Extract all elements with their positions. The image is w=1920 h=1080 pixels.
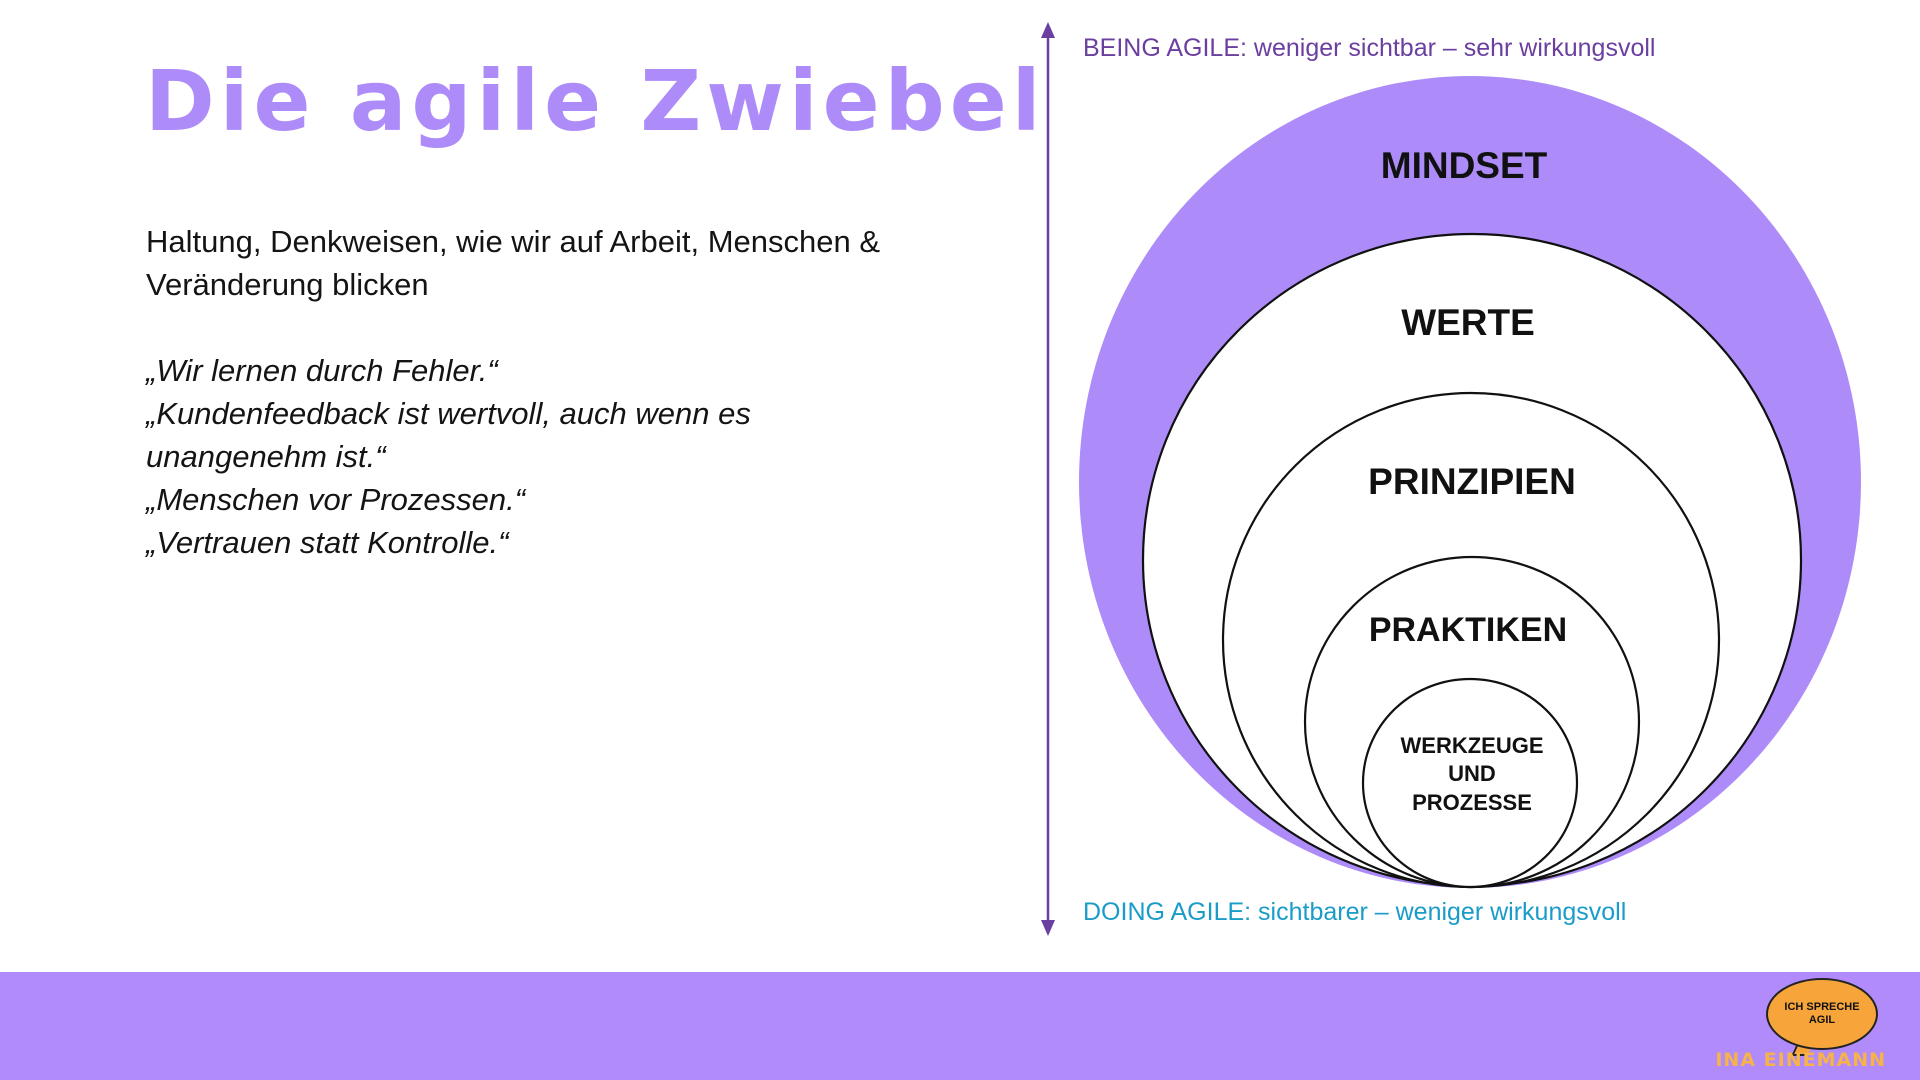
author-name: INA EINEMANN (1715, 1049, 1886, 1071)
axis-arrow-down-icon (1041, 920, 1055, 936)
description-line: Veränderung blicken (146, 267, 429, 302)
quote-line: „Vertrauen statt Kontrolle.“ (146, 525, 509, 560)
layer-label-praktiken: PRAKTIKEN (1368, 611, 1568, 649)
quote-line: „Wir lernen durch Fehler.“ (146, 353, 498, 388)
layer-label-werte: WERTE (1401, 302, 1535, 343)
axis-arrow-up-icon (1041, 22, 1055, 38)
logo-text-line: ICH SPRECHE (1784, 1001, 1860, 1013)
speech-bubble-logo-icon (1766, 978, 1878, 1050)
description-line: Haltung, Denkweisen, wie wir auf Arbeit, Menschen & (146, 224, 881, 259)
quote-line: unangenehm ist.“ (146, 439, 386, 474)
footer-bar (0, 972, 1920, 1080)
doing-agile-label: DOING AGILE: sichtbarer – weniger wirkungsvoll (1083, 898, 1627, 926)
quote-line: „Kundenfeedback ist wertvoll, auch wenn es (146, 396, 751, 431)
quote-line: „Menschen vor Prozessen.“ (146, 482, 526, 517)
layer-label-werkzeuge-line: UND (1448, 761, 1496, 786)
logo-text-line: AGIL (1808, 1014, 1836, 1026)
vertical-axis (1041, 22, 1055, 936)
layer-label-prinzipien: PRINZIPIEN (1368, 461, 1576, 502)
being-agile-label: BEING AGILE: weniger sichtbar – sehr wirkungsvoll (1083, 34, 1656, 62)
layer-label-mindset: MINDSET (1380, 145, 1548, 186)
layer-label-werkzeuge-line: WERKZEUGE (1400, 733, 1544, 758)
page-title: Die agile Zwiebel (145, 52, 1046, 150)
layer-label-werkzeuge-line: PROZESSE (1412, 790, 1532, 815)
